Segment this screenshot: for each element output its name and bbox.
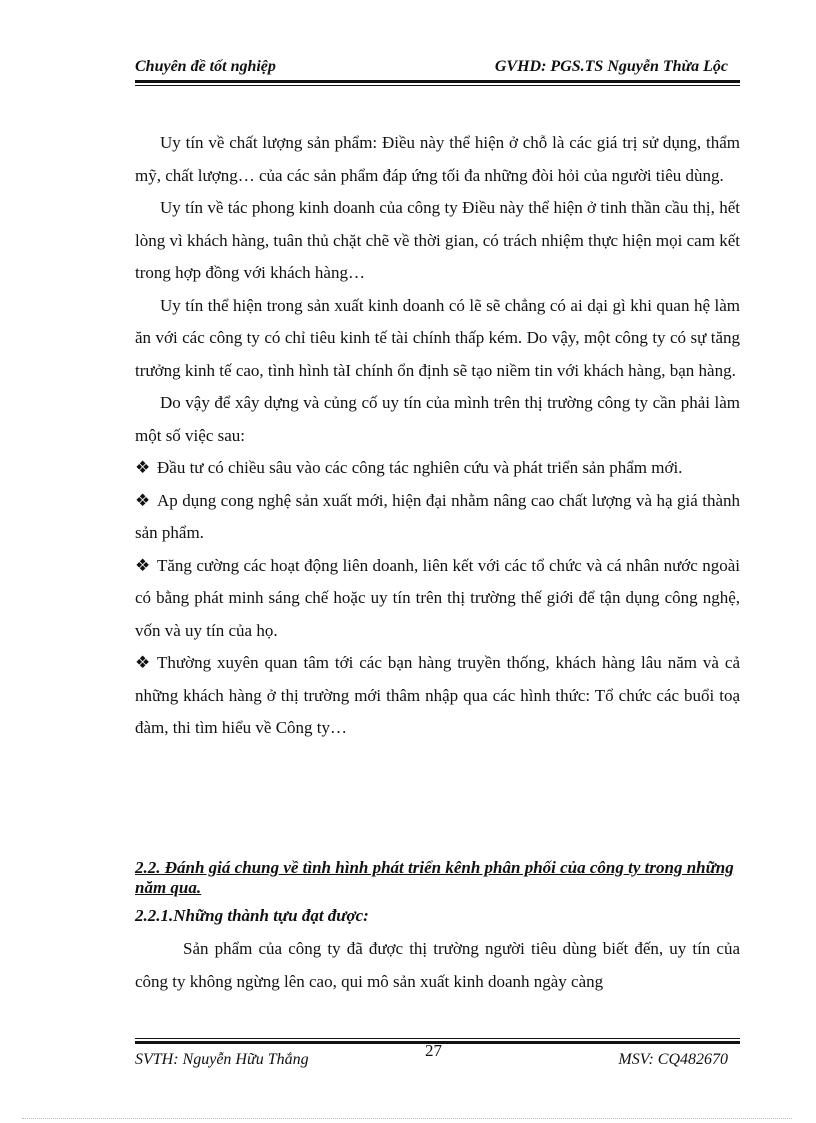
diamond-bullet-icon: ❖: [135, 458, 151, 477]
footer-student-id: MSV: CQ482670: [618, 1051, 728, 1068]
bullet-item: [135, 452, 740, 485]
subsection-heading: 2.2.1.Những thành tựu đạt được:: [135, 906, 369, 925]
diamond-bullet-icon: ❖: [135, 490, 151, 510]
footer-student-name: SVTH: Nguyễn Hữu Thắng: [135, 1051, 309, 1068]
header-course-title: Chuyên đề tốt nghiệp: [135, 58, 276, 75]
bullet-item: [135, 647, 740, 745]
main-body: [135, 127, 740, 745]
section-heading-text: 2.2. Đánh giá chung về tình hình phát triển kênh phân phối của công ty trong những năm qua.: [135, 858, 734, 897]
page-number: 27: [425, 1041, 442, 1060]
body-paragraph: Uy tín về tác phong kinh doanh của công ty Điều này thể hiện ở tinh thần cầu thị, hết lòng vì khách hàng, tuân thủ chặt chẽ về thời gian, có trách nhiệm thực hiện mọi cam kết trong hợp đồng với khách hàng…: [135, 198, 740, 282]
section-paragraph: Sản phẩm của công ty đã được thị trường người tiêu dùng biết đến, uy tín của công ty không ngừng lên cao, qui mô sản xuất kinh doanh ngày càng: [135, 939, 740, 991]
header-rule-thick: [135, 80, 740, 83]
bullet-text: Đầu tư có chiều sâu vào các công tác nghiên cứu và phát triển sản phẩm mới.: [157, 458, 683, 477]
bullet-item: [135, 485, 740, 550]
body-paragraph: Do vậy để xây dựng và củng cố uy tín của mình trên thị trường công ty cần phải làm một số việc sau:: [135, 393, 740, 445]
body-paragraph: Uy tín về chất lượng sản phẩm: Điều này thể hiện ở chỗ là các giá trị sử dụng, thẩm mỹ, chất lượng… của các sản phẩm đáp ứng tối đa những đòi hỏi của người tiêu dùng.: [135, 133, 740, 185]
page-boundary-line: [22, 1118, 792, 1119]
bullet-item: [135, 550, 740, 648]
body-paragraph: Uy tín thể hiện trong sản xuất kinh doanh có lẽ sẽ chẳng có ai dại gì khi quan hệ làm ăn với các công ty có chỉ tiêu kinh tế tài chính thấp kém. Do vậy, một công ty có sự tăng trưởng kinh tế cao, tình hình tàI chính ổn định sẽ tạo niềm tin với khách hàng, bạn hàng.: [135, 295, 740, 380]
header-supervisor: GVHD: PGS.TS Nguyễn Thừa Lộc: [494, 58, 728, 75]
diamond-bullet-icon: ❖: [135, 653, 151, 672]
bullet-text: Ap dụng cong nghệ sản xuất mới, hiện đại nhằm nâng cao chất lượng và hạ giá thành sản phẩm.: [135, 490, 740, 542]
page-footer: [135, 1041, 740, 1071]
section-heading: [135, 858, 740, 898]
header-rule-thin: [135, 85, 740, 86]
bullet-text: Tăng cường các hoạt động liên doanh, liên kết với các tổ chức và cá nhân nước ngoài có bằng phát minh sáng chế hoặc uy tín trên thị trường thế giới để tận dụng công nghệ, vốn và uy tín của họ.: [135, 555, 740, 640]
footer-rule-thin: [135, 1038, 740, 1039]
bullet-text: Thường xuyên quan tâm tới các bạn hàng truyền thống, khách hàng lâu năm và cả những khách hàng ở thị trường mới thâm nhập qua các hình thức: Tổ chức các buổi toạ đàm, thi tìm hiểu về Công ty…: [135, 653, 740, 737]
page-header: [135, 56, 740, 78]
diamond-bullet-icon: ❖: [135, 555, 151, 575]
